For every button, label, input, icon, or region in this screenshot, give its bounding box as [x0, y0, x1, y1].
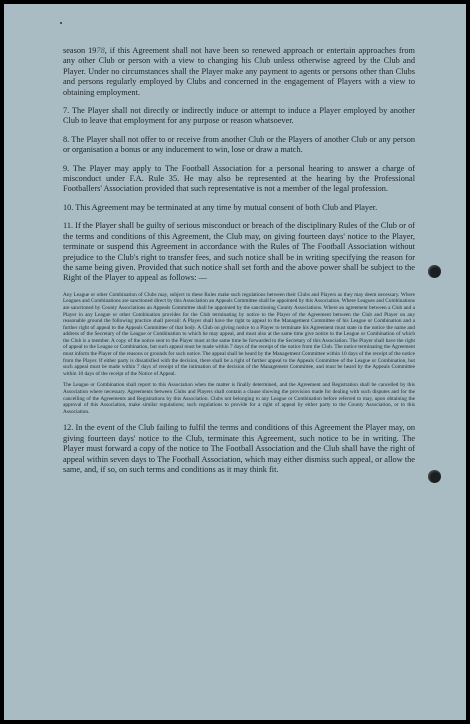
punch-hole-lower — [428, 470, 441, 483]
clause-10: 10. This Agreement may be terminated at any time by mutual consent of both Club and Player. — [63, 202, 378, 212]
document-page — [4, 4, 466, 720]
clause-12: 12. In the event of the Club failing to fulfil the terms and conditions of this Agreement the Player may, on giving fourteen days' notice to the Club, terminate this Agreement, such notice to be in writing. The Player must forward a copy of the notice to The Football Association and the Club shall have the right of appeal within seven days to The Football Association, which may either dismiss such appeal, or allow the same, and, if so, on such terms and conditions as it may think fit. — [63, 423, 415, 475]
clause-9: 9. The Player may apply to The Football Association for a personal hearing to answer a charge of misconduct under F.A. Rule 35. He may also be represented at the hearing by the Professional Footballers' Association provided that such representative is not a member of the legal profession. — [63, 163, 415, 194]
punch-hole-upper — [428, 265, 441, 278]
clause-8: 8. The Player shall not offer to or receive from another Club or the Players of another Club or any person or organisation a bonus or any inducement to win, lose or draw a match. — [63, 134, 415, 155]
clause-11: 11. If the Player shall be guilty of serious misconduct or breach of the disciplinary Rules of the Club or of the terms and conditions of this Agreement, the Club may, on giving fourteen days' notice to the Player, terminate or suspend this Agreement in accordance with the Rules of The Football Association without prejudice to the Club's right to transfer fees, and such notice shall be in writing specifying the reason for the same being given. Provided that such notice shall set forth and the above power shall be subject to the Right of the Player to appeal as follows: — — [63, 221, 415, 283]
appeal-rules-paragraph: Any League or other Combination of Clubs may, subject to these Rules make such regulations between their Clubs and Players as they may deem necessary. Where Leagues and Combinations are sanctioned direct by this Association an Appeals Committee shall be appointed by this Association. Where Leagues and Combinations are sanctioned by County Associations an Appeals Committee shall be appointed by the sanctioning County Associations. Where an agreement between a Club and a Player in any League or other Combination provides for the Club terminating by notice to the Player of the Agreement between the Club and Player on any reasonable ground the following practice shall prevail: A Player shall have the right to appeal to the Management Committee of his League or Combination and a further right of appeal to the Appeals Committee of that body. A Club on giving notice to a Player to terminate his Agreement must state in the notice the name and address of the Secretary of the League or Combination to which he may appeal, and must also at the same time give notice to the League or Combination of which the Club is a member. A copy of the notice sent to the Player must at the same time be forwarded to the Secretary of this Association. The Player shall have the right of appeal to the League or Combination, but such appeal must be made within 7 days of the receipt of the notice from the Club. The notice terminating the Agreement must inform the Player of the reasons or grounds for such notice. The appeal shall be heard by the Management Committee within 10 days of the receipt of the notice from the Player. If either party is dissatisfied with the decision, there shall be a right of further appeal to the Appeals Committee of the League or Combination, but such appeal must be made within 7 days of receipt of the intimation of the decision of the Management Committee, and must be heard by the Appeals Committee within 10 days of the receipt of the Notice of Appeal. — [63, 291, 415, 377]
clause-6-text: , if this Agreement shall not have been so renewed approach or entertain approaches from any other Club or person with a view to changing his Club unless otherwise agreed by the Club and Player. Under no circumstances shall the Player make any payment to agents or persons other than Clubs and persons regularly employed by Clubs and concerned in the engagement of Players with a view to obtaining employment. — [63, 46, 415, 97]
season-prefix: season 19 — [63, 46, 97, 55]
handwritten-year: 78 — [96, 46, 105, 55]
clause-6-continuation — [63, 46, 415, 98]
document-body — [63, 46, 415, 475]
ink-mark — [60, 22, 62, 24]
appeal-report-paragraph: The League or Combination shall report to this Association when the matter is finally determined, and the Agreement and Registration shall be cancelled by this Association where necessary. Agreements between Clubs and Players shall contain a clause showing the provision made for dealing with such disputes and for the cancelling of the Agreements and Registrations by this Association. Clubs not belonging to any League or Combination before referred to may, upon obtaining the approval of this Association, make similar regulations; such regulations to provide for a right of appeal by either party to the County Association, or to this Association. — [63, 382, 415, 415]
clause-7: 7. The Player shall not directly or indirectly induce or attempt to induce a Player employed by another Club to leave that employment for any purpose or reason whatsoever. — [63, 106, 415, 126]
